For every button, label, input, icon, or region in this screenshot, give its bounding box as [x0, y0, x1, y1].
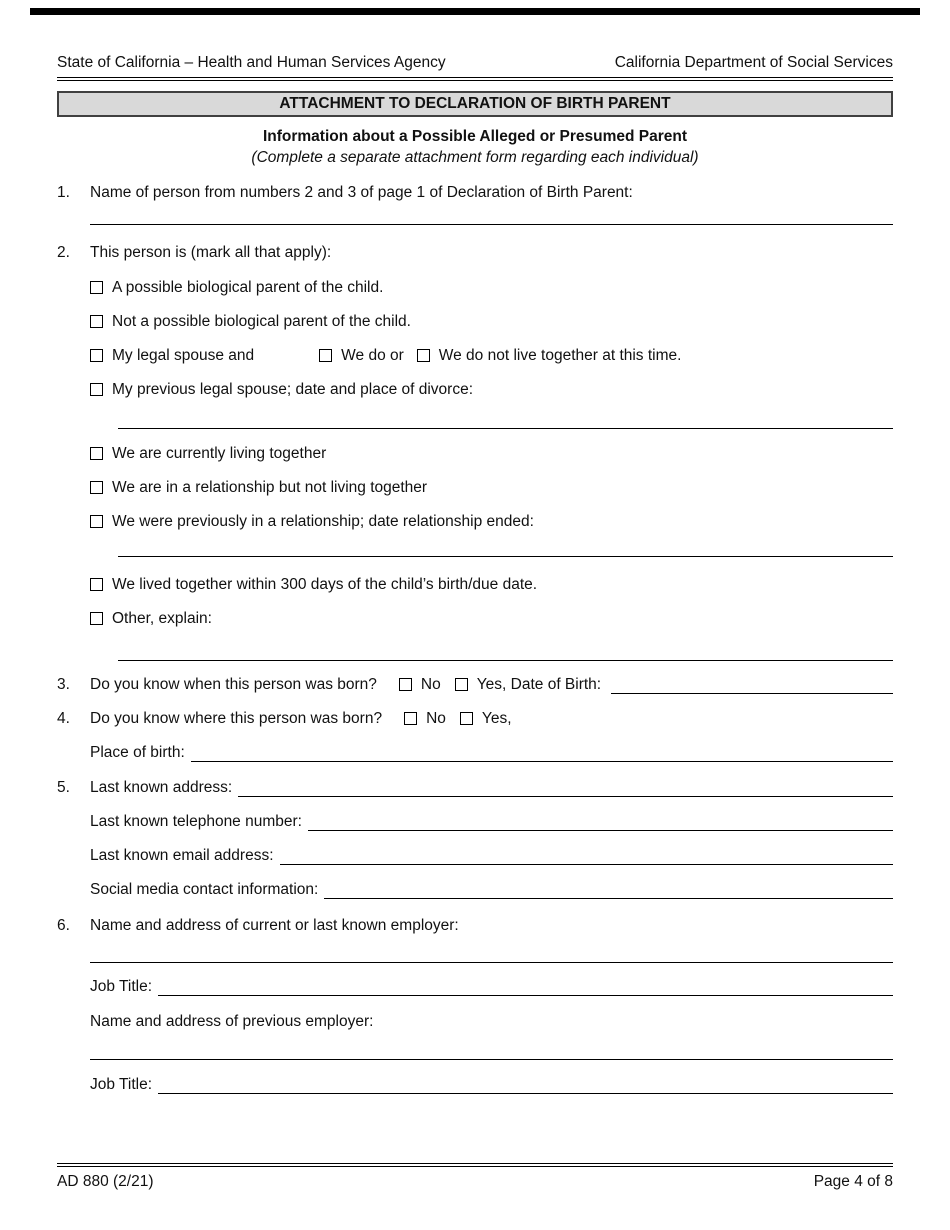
department-name-right: California Department of Social Services — [614, 54, 893, 71]
option-possible-biological-parent — [90, 278, 893, 297]
telephone-label: Last known telephone number: — [90, 813, 302, 830]
born-when-no-label: No — [420, 676, 441, 693]
option-previous-relationship-label: We were previously in a relationship; date relationship ended: — [112, 513, 534, 530]
checkbox-born-where-yes[interactable] — [460, 712, 473, 725]
header-double-rule — [57, 77, 893, 81]
born-where-no-label: No — [426, 710, 446, 727]
footer-double-rule — [57, 1163, 893, 1167]
footer-text-row — [57, 1172, 893, 1191]
option-previous-legal-spouse-label: My previous legal spouse; date and place of divorce: — [112, 381, 474, 398]
previous-employer-row — [57, 1012, 893, 1031]
person-name-input-line[interactable] — [90, 224, 893, 225]
date-of-birth-input-line[interactable] — [611, 675, 893, 694]
checkbox-legal-spouse[interactable] — [90, 349, 103, 362]
question-4 — [57, 709, 893, 728]
job-title-row-1 — [57, 977, 893, 996]
checkbox-possible-biological-parent[interactable] — [90, 281, 103, 294]
option-not-biological-parent — [90, 312, 893, 331]
option-possible-biological-parent-label: A possible biological parent of the child. — [112, 279, 384, 296]
job-title-1-label: Job Title: — [90, 978, 153, 995]
social-media-label: Social media contact information: — [90, 881, 319, 898]
option-other — [90, 609, 893, 628]
option-lived-together-300-days-label: We lived together within 300 days of the child’s birth/due date. — [112, 576, 538, 593]
top-border-bar — [30, 8, 920, 15]
place-of-birth-row — [57, 743, 893, 762]
question-3-number: 3. — [57, 676, 70, 693]
question-3-label: Do you know when this person was born? — [90, 676, 377, 693]
job-title-1-input-line[interactable] — [158, 977, 893, 996]
current-employer-input-line[interactable] — [90, 962, 893, 963]
option-we-do-not-label: We do not live together at this time. — [438, 347, 682, 364]
question-2-number: 2. — [57, 244, 70, 261]
question-3 — [57, 675, 893, 694]
option-currently-living-together — [90, 444, 893, 463]
job-title-2-input-line[interactable] — [158, 1075, 893, 1094]
checkbox-we-do-not[interactable] — [417, 349, 430, 362]
checkbox-currently-living-together[interactable] — [90, 447, 103, 460]
email-input-line[interactable] — [280, 846, 893, 865]
question-1-label: Name of person from numbers 2 and 3 of page 1 of Declaration of Birth Parent: — [90, 184, 633, 201]
checkbox-we-do[interactable] — [319, 349, 332, 362]
form-subtitle: Information about a Possible Alleged or Presumed Parent — [262, 128, 688, 145]
email-row — [57, 846, 893, 865]
question-1-number: 1. — [57, 184, 70, 201]
option-legal-spouse — [90, 346, 893, 365]
form-number: AD 880 (2/21) — [57, 1173, 154, 1190]
telephone-input-line[interactable] — [308, 812, 893, 831]
form-instruction: (Complete a separate attachment form regarding each individual) — [251, 149, 699, 166]
form-title: ATTACHMENT TO DECLARATION OF BIRTH PARENT — [279, 95, 671, 112]
place-of-birth-label: Place of birth: — [90, 744, 185, 761]
option-previous-legal-spouse — [90, 380, 893, 399]
question-5 — [57, 778, 893, 797]
page-footer — [57, 1163, 893, 1191]
other-explain-input-line[interactable] — [118, 660, 893, 661]
option-lived-together-300-days — [90, 575, 893, 594]
option-other-label: Other, explain: — [112, 610, 212, 627]
option-we-do-label: We do or — [341, 347, 404, 364]
social-media-input-line[interactable] — [324, 880, 893, 899]
checkbox-not-biological-parent[interactable] — [90, 315, 103, 328]
question-1 — [57, 183, 893, 202]
question-6 — [57, 916, 893, 935]
option-previous-relationship — [90, 512, 893, 531]
option-relationship-not-living-together — [90, 478, 893, 497]
checkbox-previous-relationship[interactable] — [90, 515, 103, 528]
question-2-label: This person is (mark all that apply): — [90, 244, 332, 261]
question-4-number: 4. — [57, 710, 70, 727]
previous-employer-label: Name and address of previous employer: — [90, 1013, 374, 1030]
page-number: Page 4 of 8 — [813, 1173, 893, 1190]
job-title-2-label: Job Title: — [90, 1076, 153, 1093]
relationship-ended-date-input-line[interactable] — [118, 556, 893, 557]
social-media-row — [57, 880, 893, 899]
checkbox-born-where-no[interactable] — [404, 712, 417, 725]
question-4-label: Do you know where this person was born? — [90, 710, 383, 727]
born-when-yes-label: Yes, Date of Birth: — [476, 676, 602, 693]
checkbox-previous-legal-spouse[interactable] — [90, 383, 103, 396]
last-known-address-input-line[interactable] — [238, 778, 893, 797]
question-6-number: 6. — [57, 917, 70, 934]
agency-name-left: State of California – Health and Human Services Agency — [57, 54, 446, 71]
place-of-birth-input-line[interactable] — [191, 743, 893, 762]
last-known-address-label: Last known address: — [90, 779, 233, 796]
job-title-row-2 — [57, 1075, 893, 1094]
form-title-box — [57, 91, 893, 117]
current-employer-label: Name and address of current or last known employer: — [90, 917, 459, 934]
previous-employer-input-line[interactable] — [90, 1059, 893, 1060]
checkbox-lived-together-300-days[interactable] — [90, 578, 103, 591]
checkbox-other[interactable] — [90, 612, 103, 625]
divorce-date-place-input-line[interactable] — [118, 428, 893, 429]
question-2 — [57, 243, 893, 262]
telephone-row — [57, 812, 893, 831]
option-relationship-not-living-together-label: We are in a relationship but not living together — [112, 479, 428, 496]
checkbox-relationship-not-living-together[interactable] — [90, 481, 103, 494]
option-not-biological-parent-label: Not a possible biological parent of the child. — [112, 313, 411, 330]
question-5-number: 5. — [57, 779, 70, 796]
checkbox-born-when-yes[interactable] — [455, 678, 468, 691]
option-legal-spouse-label: My legal spouse and — [112, 347, 255, 364]
checkbox-born-when-no[interactable] — [399, 678, 412, 691]
born-where-yes-label: Yes, — [481, 710, 512, 727]
email-label: Last known email address: — [90, 847, 274, 864]
option-currently-living-together-label: We are currently living together — [112, 445, 327, 462]
